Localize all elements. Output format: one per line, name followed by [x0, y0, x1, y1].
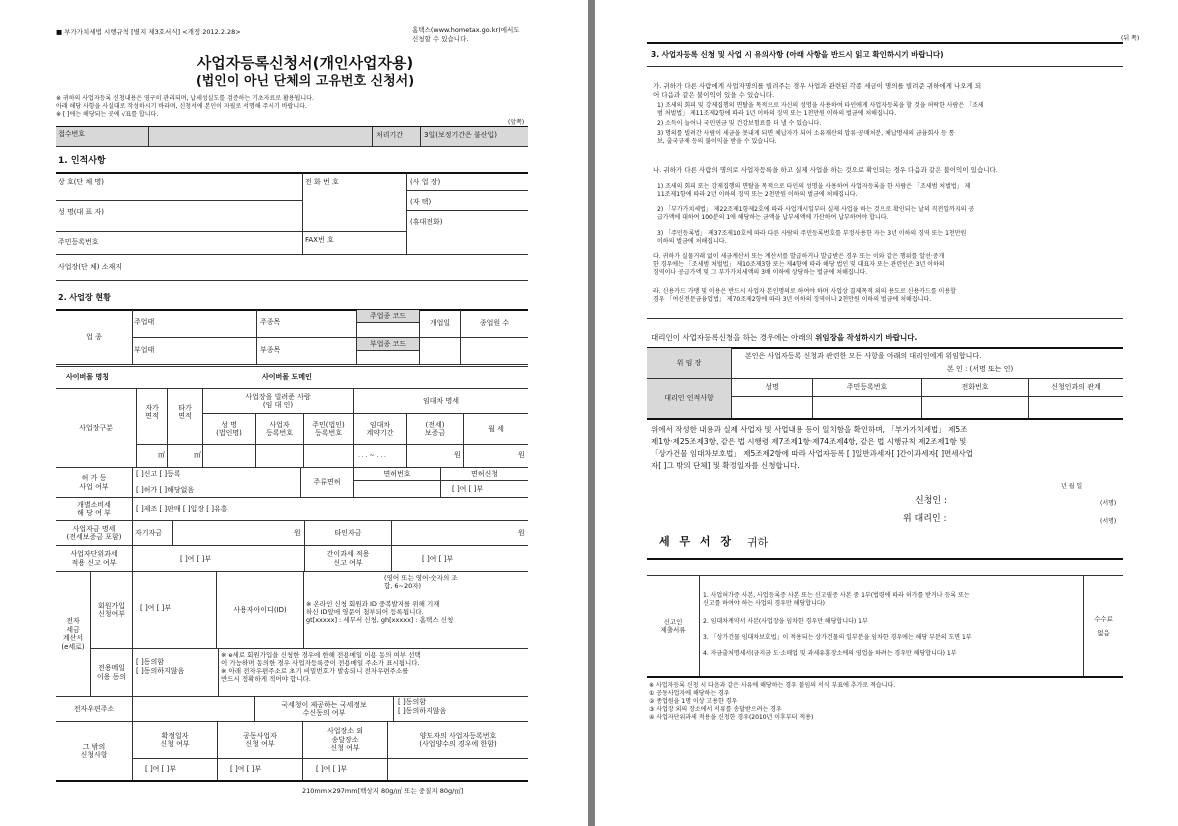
fixed-date-options[interactable]: [ ]여 [ ]부 [145, 765, 177, 773]
agent-label: 위 대리인 : [903, 514, 947, 524]
processing-period-label: 처리기간 [376, 131, 404, 139]
member-join-label: 회원가입 신청여부 [97, 601, 126, 618]
agent-col-rrn: 주민등록번호 [846, 383, 888, 392]
transferor-bizno-label: 양도자의 사업자등록번호 (사업양수의 경우에 한함) [419, 731, 497, 748]
fixed-date-label: 확정일자 신청 여부 [160, 731, 190, 748]
monthly-unit: 원 [518, 451, 525, 459]
site-class-label: 사업장구분 [79, 423, 113, 432]
id-format-hint: (영어 또는 영어·숫자의 조 합, 6~20자) [384, 574, 458, 590]
page-side-mark: (앞쪽) [508, 119, 525, 126]
simple-tax-options[interactable]: [ ]여 [ ]부 [422, 555, 454, 563]
agent-col-relation: 신청인과의 관계 [1051, 383, 1101, 392]
deposit-label: (전세) 보증금 [424, 420, 446, 437]
lessor-header: 사업장을 빌려준 사람 (임 대 인) [245, 392, 311, 409]
fee-label: 수수료 없음 [1094, 615, 1113, 637]
industry-label: 업 종 [86, 332, 102, 341]
resident-number-label: 주민등록번호 [58, 238, 99, 246]
license-options-1[interactable]: [ ]신고 [ ]등록 [136, 470, 181, 478]
form-back-page [595, 0, 1178, 826]
license-number-label: 면허번호 [383, 469, 411, 478]
own-area-label: 자가 면적 [145, 403, 159, 420]
notice-na: 나. 귀하가 다른 사람의 명의로 사업자등록을 하고 실제 사업을 하는 것으로 확인되는 경우 다음과 같은 불이익이 있습니다. [653, 166, 998, 174]
member-join-options[interactable]: [ ]여 [ ]부 [140, 604, 172, 612]
email-agree-label: 전용메일 이용 동의 [96, 664, 127, 681]
sub-code-label: 부업종 코드 [357, 338, 419, 350]
bottom-note-2: ② 종업원을 1명 이상 고용한 경우 [649, 698, 738, 705]
required-doc-2: 2. 임대차계약서 사본(사업장을 임차한 경우만 해당합니다) 1부 [703, 618, 868, 625]
unit-tax-options[interactable]: [ ]여 [ ]부 [180, 555, 212, 563]
bottom-note-0: ※ 사업자등록 신청 시 다음과 같은 사유에 해당하는 경우 붙임의 서식 부표에 추가로 적습니다. [649, 682, 896, 689]
phone-label: 전 화 번 호 [305, 178, 339, 186]
addressee-suffix: 귀하 [747, 536, 769, 549]
phone-office-label: (사 업 장) [410, 178, 441, 186]
poa-label: 위 임 장 [647, 348, 731, 378]
applicant-sign: (서명) [1100, 500, 1117, 507]
section-personal-title: 1. 인적사항 [58, 156, 106, 166]
representative-label: 성 명(대 표 자) [58, 208, 104, 216]
required-doc-3: 3. 「상가건물 임대차보호법」이 적용되는 상가건물의 일부분을 임차한 경우에는 해당 부분의 도면 1부 [703, 634, 972, 641]
rent-area-unit: ㎡ [194, 451, 201, 459]
lease-period-range: . . . ~ . . . [358, 452, 386, 459]
excise-options[interactable]: [ ]제조 [ ]판매 [ ]입장 [ ]유흥 [136, 505, 228, 513]
proxy-intro: 대리인이 사업자등록신청을 하는 경우에는 아래의 위임장을 작성하시기 바랍니다. [651, 333, 918, 342]
addressee: 세 무 서 장 [659, 535, 734, 548]
deposit-unit: 원 [454, 451, 461, 459]
application-date: 년 월 일 [1061, 483, 1083, 490]
own-area-unit: ㎡ [158, 451, 165, 459]
notice-line-3: ※ [ ]에는 해당되는 곳에 √표를 합니다. [56, 111, 159, 118]
license-apply-label: 면허신청 [470, 469, 499, 478]
form-front-page [0, 0, 588, 826]
applicant-label: 신청인 : [915, 496, 947, 506]
joint-business-options[interactable]: [ ]여 [ ]부 [230, 765, 262, 773]
other-fund-label: 타인자금 [334, 528, 362, 537]
page-side-mark-back: (뒤 쪽) [1121, 35, 1140, 42]
tax-info-consent-label: 국세청이 제공하는 국세정보 수신동의 여부 [281, 700, 367, 717]
sub-item-label: 부종목 [260, 346, 281, 354]
poa-principal: 본 인 : (서명 또는 인) [947, 365, 1014, 373]
cyber-mall-name-label: 사이버몰 명칭 [66, 373, 110, 381]
other-requests-label: 그 밖의 신청사항 [80, 742, 108, 759]
receipt-number-label: 접수번호 [58, 130, 86, 138]
notice-section-title: 3. 사업자등록 신청 및 사업 시 유의사항 (아래 사항을 반드시 읽고 확인하시기 바랍니다) [651, 50, 944, 59]
agent-sign: (서명) [1100, 518, 1117, 525]
notice-ga-3: 3) 명의를 빌려간 사람이 세금을 못내게 되면 체납자가 되어 소유재산의 압류·공매처분, 체납명세의 금융회사 등 통 보, 출국규제 등의 불이익을 받을 수 있습니다. [657, 130, 955, 145]
notice-na-2: 2) 「부가가치세법」 제22조제1항제2호에 따라 사업개시일부터 실제 사업을 하는 것으로 확인되는 날의 직전일까지의 공 급가액에 대하여 100분의 1에 해당하는 금액을 납부세액에 가산하여 납부하여야 합니다. [657, 206, 975, 221]
paper-spec: 210mm×297mm[백상지 80g/㎡ 또는 중질지 80g/㎡] [302, 787, 464, 795]
delivery-place-label: 사업장소 외 송달장소 신청 여부 [326, 727, 364, 753]
id-notes: ※ 온라인 신청 회원과 ID 중복발지를 위해 기재 하신 ID앞에 영문이 첨부되어 등록됩니다. gt[xxxxx] : 세무서 신청, gh[xxxxx] : 홈택스 신청 [306, 600, 454, 624]
lease-period-label: 임대차 계약기간 [366, 420, 394, 437]
processing-period-value: 3일(보정기간은 불산입) [424, 131, 497, 139]
license-options-2[interactable]: [ ]허가 [ ]해당없음 [136, 486, 195, 494]
notice-line-1: ※ 귀하의 사업자등록 신청내용은 영구히 관리되며, 납세성실도를 검증하는 기초자료로 활용됩니다. [56, 95, 314, 102]
sub-type-label: 부업태 [134, 346, 155, 354]
notice-ga-2: 2) 소득이 늘어나 국민연금 및 건강보험료를 더 낼 수 있습니다. [657, 120, 822, 127]
agent-col-name: 성명 [765, 383, 779, 392]
rent-area-label: 타가 면적 [178, 403, 192, 420]
cyber-mall-domain-label: 사이버몰 도메인 [262, 373, 312, 381]
lease-header: 임대차 명세 [422, 396, 460, 405]
notice-line-2: 아래 해당 사항을 사실대로 작성하시기 바라며, 신청서에 본인이 자필로 서명해 주시기 바랍니다. [56, 103, 307, 110]
notice-na-3: 3) 「주민등록법」 제37조제10호에 따라 다른 사람의 주민등록번호를 부정사용한 자는 3년 이하의 징역 또는 1천만원 이하의 벌금에 처해집니다. [657, 230, 967, 245]
poa-text: 본인은 사업자등록 신청과 관련한 모든 사항을 아래의 대리인에게 위임합니다. [745, 352, 982, 360]
email-notes: ※ e세로 회원가입을 신청한 경우에 한해 전용메일 이용 동의 여부 선택 이 가능하며 동의한 경우 사업자등록증이 전용메일 주소가 표시됩니다. ※ 아래 전자우편주소로 초기 비밀번호가 발송되니 전자우편주소를 반드시 정확하게 적어야 합니다. [221, 651, 421, 683]
license-apply-options[interactable]: [ ]여 [ ]부 [452, 485, 484, 493]
tax-info-consent-options[interactable]: [ ]동의함 [ ]동의하지않음 [398, 698, 447, 715]
notice-ga-1: 1) 조세의 회피 및 강제집행의 면탈을 목적으로 자신의 성명을 사용하여 타인에게 사업자등록을 할 것을 허락한 사람은 「조세 범 처벌법」 제11조제2항에 따라 1년 이하의 징역 또는 1천만원 이하의 벌금에 처해집니다. [657, 102, 984, 117]
bottom-note-4: ④ 사업자단위과세 적용을 신청한 경우(2010년 이후부터 적용) [649, 714, 814, 721]
excise-label: 개별소비세 해 당 여 부 [77, 500, 111, 517]
joint-business-label: 공동사업자 신청 여부 [243, 731, 277, 748]
bottom-note-1: ① 공동사업자에 해당하는 경우 [649, 690, 730, 697]
employees-label: 종업원 수 [479, 319, 510, 328]
required-doc-4: 4. 자금출처명세서(금지금 도·소매업 및 과세유흥장소에의 영업을 하려는 경우만 해당합니다) 1부 [703, 650, 957, 657]
phone-home-label: (자 택) [410, 198, 432, 206]
license-label: 허 가 등 사업 여부 [79, 474, 109, 491]
notice-ga: 가. 귀하가 다른 사람에게 사업자명의를 빌려주는 경우 사업과 관련된 각종 세금이 명의를 빌려준 귀하에게 나오게 되 어 다음과 같은 불이익이 있을 수 있습니다. [653, 82, 982, 99]
own-fund-unit: 원 [294, 529, 301, 537]
monthly-rent-label: 월 세 [488, 424, 504, 433]
email-label: 전자우편주소 [73, 704, 115, 713]
delivery-place-options[interactable]: [ ]여 [ ]부 [316, 765, 348, 773]
agent-info-label: 대리인 인적사항 [647, 379, 731, 418]
lessor-rrn-label: 주민(법인) 등록번호 [312, 420, 345, 437]
simple-tax-label: 간이과세 적용 신고 여부 [326, 550, 370, 567]
lessor-name-label: 성 명 (법인명) [216, 420, 242, 437]
lessor-bizno-label: 사업자 등록번호 [265, 420, 294, 437]
declaration-text: 위에서 작성한 내용과 실제 사업자 및 사업내용 등이 일치함을 확인하며, 「부가가치세법」 제5조 제1항·제25조제3항, 같은 법 시행령 제7조제1항·제74조제4항, 같은 법 시행규칙 제2조제1항 및 「상가건물 임대차보호법」 제5조제2항에 따라 사업자등록 [ ]일반과세자[ ]간이과세자[ ]면세사업 자[ ]그 밖의 단체] 및 확정일자를 신청합니다. [651, 425, 973, 470]
notice-ra: 라. 신용카드 가맹 및 이용은 반드시 사업자 본인명의로 하여야 하며 사업상 결제목적 외의 용도로 신용카드를 이용할 경우 「여신전문금융업법」 제70조제2항에 따라 3년 이하의 징역이나 2천만원 이하의 벌금에 처해집니다. [653, 288, 956, 303]
required-doc-1: 1. 사업허가증 사본, 사업등록증 사본 또는 신고필증 사본 중 1부(법령에 따라 허가를 받거나 등록 또는 신고를 하여야 하는 사업의 경우만 해당합니다) [703, 592, 970, 607]
business-name-label: 상 호(단 체 명) [58, 178, 104, 186]
main-item-label: 주종목 [260, 318, 281, 326]
form-subtitle: (법인이 아닌 단체의 고유번호 신청서) [195, 74, 415, 89]
other-fund-unit: 원 [518, 529, 525, 537]
fax-label: FAX번 호 [305, 236, 334, 244]
required-docs-label: 신고인 제출서류 [660, 617, 686, 634]
address-label: 사업장(단 체) 소재지 [58, 263, 123, 271]
form-title: 사업자등록신청서(개인사업자용) [196, 54, 414, 72]
e-tax-label: 전자 세금 계산서 (e세로) [61, 617, 85, 651]
notice-na-1: 1) 조세의 회피 또는 강제집행의 면탈을 목적으로 타인의 성명을 사용하여 사업자등록을 한 사람은 「조세범 처벌법」 제 11조제1항에 따라 2년 이하의 징역 또는 2천만원 이하의 벌금에 처해집니다. [657, 183, 971, 198]
phone-mobile-label: (휴대전화) [410, 218, 443, 226]
unit-tax-label: 사업자단위과세 적용 신고 여부 [70, 550, 118, 567]
bottom-note-3: ③ 사업장 외의 장소에서 서류를 송달받으려는 경우 [649, 706, 782, 713]
section-business-title: 2. 사업장 현황 [58, 293, 111, 302]
open-date-label: 개업일 [429, 319, 451, 328]
main-type-label: 주업태 [134, 318, 155, 326]
user-id-label: 사용자아이디(ID) [233, 605, 287, 614]
email-agree-options[interactable]: [ ]동의함 [ ]동의하지않음 [136, 658, 185, 675]
own-fund-label: 자기자금 [135, 529, 163, 537]
hometax-note: 홈택스(www.hometax.go.kr)에서도 신청할 수 있습니다. [412, 26, 520, 43]
main-code-label: 주업종 코드 [357, 310, 419, 322]
fund-label: 사업자금 명세 (전세보증금 포함) [66, 524, 122, 541]
notice-da: 다. 귀하가 실물거래 없이 세금계산서 또는 계산서를 발급하거나 발급받은 경우 또는 이와 같은 행위를 알선·중개 한 경우에는 「조세범 처벌법」 제10조제3항 또는 제4항에 따라 해당 법인 및 대표자 또는 관련인은 3년 이하의 징역이나 공급가액 및 그 부가가치세액의 3배 이하에 상당하는 벌금에 처해집니다. [653, 253, 945, 276]
agent-col-phone: 전화번호 [961, 383, 989, 392]
form-reference: ■ 부가가치세법 시행규칙 [별지 제3호서식] <개정 2012.2.28> [56, 28, 241, 36]
liquor-license-label: 주류면허 [313, 478, 341, 487]
